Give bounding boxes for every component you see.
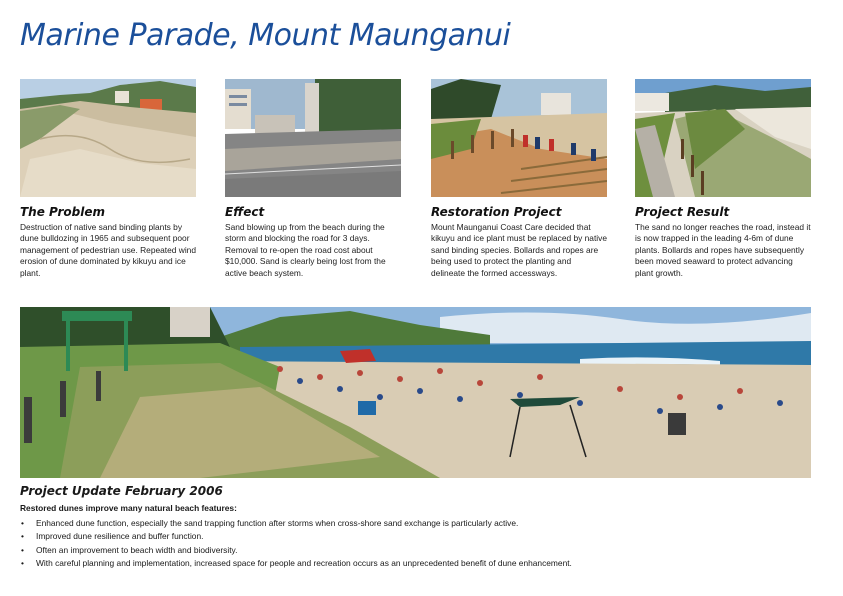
list-item-text: Enhanced dune function, especially the sand trapping function after storms when cross-shore sand exchange is particularly active. bbox=[36, 518, 519, 528]
page-title: Marine Parade, Mount Maunganui bbox=[20, 18, 511, 53]
bullet-icon: • bbox=[21, 531, 24, 542]
panel-project-result bbox=[635, 79, 811, 279]
update-intro: Restored dunes improve many natural beach features: bbox=[20, 503, 237, 513]
panel-body: Mount Maunganui Coast Care decided that kikuyu and ice plant must be replaced by native sand binding species. Bollards and ropes are being used to protect the planting and delineate the formed accessways. bbox=[431, 222, 607, 278]
panel-body: Destruction of native sand binding plants by dune bulldozing in 1965 and subsequent poor management of pedestrian use. Repeated wind erosion of dune dominated by kikuyu and ice plant. bbox=[20, 222, 196, 278]
list-item bbox=[20, 517, 810, 530]
list-item bbox=[20, 557, 810, 570]
panel-the-problem bbox=[20, 79, 196, 279]
bullet-icon: • bbox=[21, 544, 24, 555]
panel-heading: Project Result bbox=[635, 205, 730, 219]
list-item bbox=[20, 544, 810, 557]
list-item-text: Often an improvement to beach width and biodiversity. bbox=[36, 544, 238, 555]
panel-heading: Effect bbox=[225, 205, 265, 219]
bullet-icon: • bbox=[21, 557, 24, 568]
panel-restoration-project bbox=[431, 79, 607, 279]
panel-heading: The Problem bbox=[20, 205, 105, 219]
beach-panorama-photo bbox=[20, 307, 811, 478]
update-title: Project Update February 2006 bbox=[20, 484, 223, 498]
sand-on-road-photo bbox=[225, 79, 401, 197]
vegetated-dune-photo bbox=[635, 79, 811, 197]
panel-body: The sand no longer reaches the road, instead it is now trapped in the leading 4-6m of dune plants. Bollards and ropes have subsequently been moved seaward to protect advancing plant growth. bbox=[635, 222, 811, 278]
list-item-text: With careful planning and implementation, increased space for people and recreation occurs as an unprecedented benefit of dune enhancement. bbox=[36, 557, 572, 568]
eroded-dune-photo bbox=[20, 79, 196, 197]
update-feature-list bbox=[20, 517, 810, 570]
list-item-text: Improved dune resilience and buffer function. bbox=[36, 531, 204, 542]
list-item bbox=[20, 530, 810, 543]
bullet-icon: • bbox=[21, 518, 24, 528]
panel-body: Sand blowing up from the beach during the storm and blocking the road for 3 days. Removal to re-open the road cost about $10,000. Sand is clearly being lost from the active beach system. bbox=[225, 222, 386, 278]
panel-heading: Restoration Project bbox=[431, 205, 562, 219]
panel-effect bbox=[225, 79, 401, 279]
volunteers-planting-photo bbox=[431, 79, 607, 197]
